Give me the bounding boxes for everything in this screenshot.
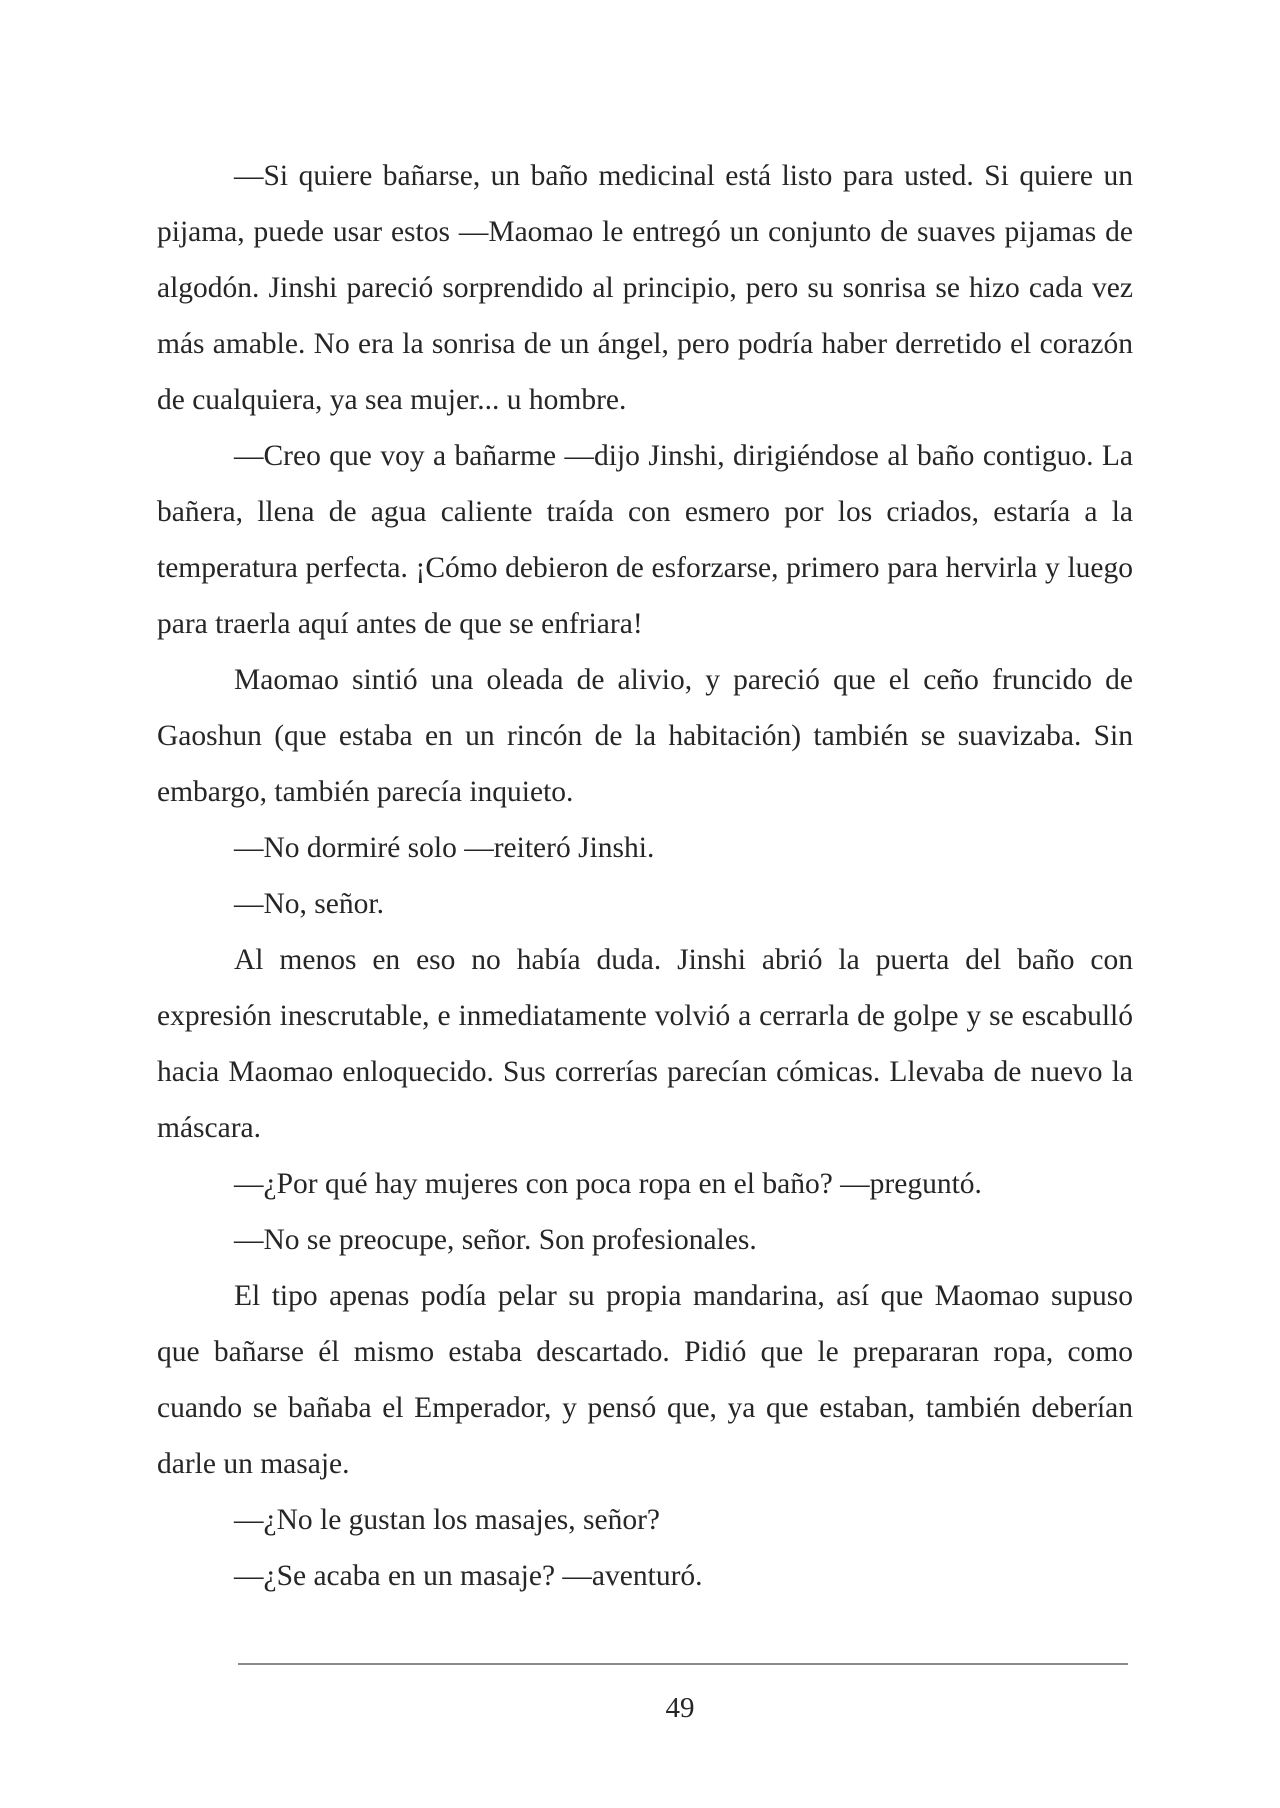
paragraph: El tipo apenas podía pelar su propia mandarina, así que Maomao supuso que bañarse él mismo estaba descartado. Pidió que le prepararan ropa, como cuando se bañaba el Emperador, y pensó que, ya que estaban, también deberían darle un masaje.	[157, 1280, 1133, 1480]
footer-divider	[238, 1663, 1128, 1665]
paragraph: —¿Se acaba en un masaje? —aventuró.	[234, 1560, 703, 1592]
paragraph: —¿Por qué hay mujeres con poca ropa en el baño? —preguntó.	[234, 1168, 982, 1200]
paragraph: —No dormiré solo —reiteró Jinshi.	[234, 832, 655, 864]
page-number: 49	[665, 1692, 695, 1724]
paragraph: Al menos en eso no había duda. Jinshi abrió la puerta del baño con expresión inescrutable, e inmediatamente volvió a cerrarla de golpe y se escabulló hacia Maomao enloquecido. Sus correrías parecían cómicas. Llevaba de nuevo la máscara.	[157, 944, 1133, 1144]
paragraph: —¿No le gustan los masajes, señor?	[234, 1504, 661, 1536]
paragraph: —No, señor.	[234, 888, 384, 920]
page-body-text	[157, 148, 1133, 1604]
paragraph: —Si quiere bañarse, un baño medicinal está listo para usted. Si quiere un pijama, puede usar estos —Maomao le entregó un conjunto de suaves pijamas de algodón. Jinshi pareció sorprendido al principio, pero su sonrisa se hizo cada vez más amable. No era la sonrisa de un ángel, pero podría haber derretido el corazón de cualquiera, ya sea mujer... u hombre.	[157, 160, 1133, 416]
paragraph: Maomao sintió una oleada de alivio, y pareció que el ceño fruncido de Gaoshun (que estaba en un rincón de la habitación) también se suavizaba. Sin embargo, también parecía inquieto.	[157, 664, 1133, 808]
paragraph: —Creo que voy a bañarme —dijo Jinshi, dirigiéndose al baño contiguo. La bañera, llena de agua caliente traída con esmero por los criados, estaría a la temperatura perfecta. ¡Cómo debieron de esforzarse, primero para hervirla y luego para traerla aquí antes de que se enfriara!	[157, 440, 1133, 640]
paragraph: —No se preocupe, señor. Son profesionales.	[234, 1224, 757, 1256]
